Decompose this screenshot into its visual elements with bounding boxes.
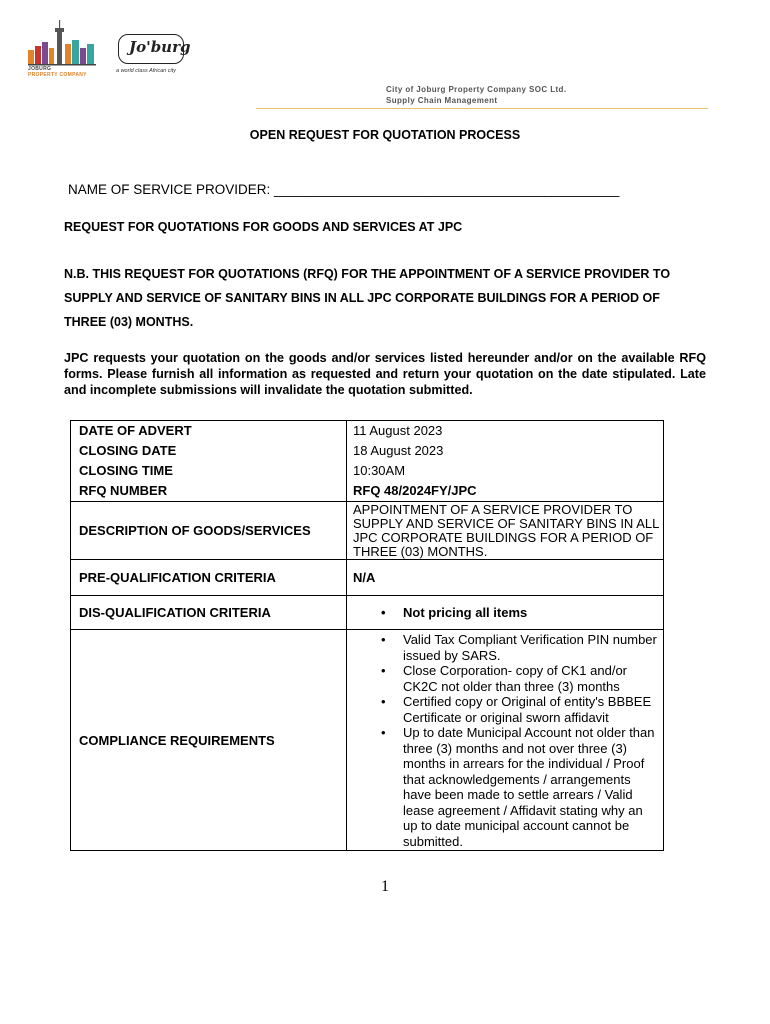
document-title: OPEN REQUEST FOR QUOTATION PROCESS <box>249 128 521 142</box>
company-department: Supply Chain Management <box>386 96 498 105</box>
table-row <box>71 502 664 560</box>
rfq-heading: REQUEST FOR QUOTATIONS FOR GOODS AND SERVICES AT JPC <box>64 220 463 234</box>
closing-date-value: 18 August 2023 <box>347 441 664 461</box>
jpc-logo <box>28 20 102 80</box>
rfq-number-label: RFQ NUMBER <box>71 481 347 502</box>
compliance-label: COMPLIANCE REQUIREMENTS <box>71 630 347 851</box>
compliance-list <box>353 632 663 849</box>
joburg-logo-frame <box>118 34 191 64</box>
jpc-logo-line2: PROPERTY COMPANY <box>28 71 87 78</box>
company-name: City of Joburg Property Company SOC Ltd. <box>386 85 567 94</box>
table-row <box>71 461 664 481</box>
description-value: APPOINTMENT OF A SERVICE PROVIDER TO SUPPLY AND SERVICE OF SANITARY BINS IN ALL JPC CORPORATE BUILDINGS FOR A PERIOD OF THREE (03) MONTHS. <box>347 502 664 560</box>
date-of-advert-label: DATE OF ADVERT <box>71 421 347 442</box>
list-item: • Valid Tax Compliant Verification PIN number issued by SARS. <box>353 632 657 663</box>
page-number: 1 <box>381 878 389 895</box>
list-item: • Close Corporation- copy of CK1 and/or CK2C not older than three (3) months <box>353 663 657 694</box>
list-item: • Certified copy or Original of entity's BBBEE Certificate or original sworn affidavit <box>353 694 657 725</box>
prequalification-label: PRE-QUALIFICATION CRITERIA <box>71 560 347 596</box>
description-label: DESCRIPTION OF GOODS/SERVICES <box>71 502 347 560</box>
table-row <box>71 560 664 596</box>
intro-paragraph: JPC requests your quotation on the goods and/or services listed hereunder and/or on the available RFQ forms. Please furnish all information as requested and return your quotation on the date stipulated. Late and incomplete submissions will invalidate the quotation submitted. <box>64 351 706 397</box>
joburg-logo <box>116 34 196 78</box>
list-item: • Not pricing all items <box>353 605 657 621</box>
table-row <box>71 596 664 630</box>
header-divider <box>256 108 708 109</box>
date-of-advert-value: 11 August 2023 <box>347 421 664 442</box>
jpc-logo-line1: JOBURG <box>28 66 52 72</box>
closing-time-value: 10:30AM <box>347 461 664 481</box>
closing-date-label: CLOSING DATE <box>71 441 347 461</box>
prequalification-value: N/A <box>347 560 664 596</box>
jpc-logo-text <box>28 67 87 78</box>
joburg-logo-word: Jo'burg <box>129 38 191 56</box>
company-block <box>386 84 566 106</box>
table-row <box>71 630 664 851</box>
table-row <box>71 421 664 442</box>
rfq-number-value: RFQ 48/2024FY/JPC <box>347 481 664 502</box>
disqualification-label: DIS-QUALIFICATION CRITERIA <box>71 596 347 630</box>
table-row <box>71 481 664 502</box>
table-row <box>71 441 664 461</box>
list-item: • Up to date Municipal Account not older than three (3) months and not over three (3) months in arrears for the individual / Proof that acknowledgements / arrangements have been made to settle arrears / Valid lease agreement / Affidavit stating why an up to date municipal account cannot be submitted. <box>353 725 657 849</box>
jpc-skyline-icon <box>28 20 102 66</box>
service-provider-field: NAME OF SERVICE PROVIDER: ______________________________________________ <box>68 182 620 197</box>
disqualification-list <box>353 605 663 621</box>
joburg-tagline: a world class African city <box>116 68 177 74</box>
disqualification-value <box>347 596 664 630</box>
nb-notice: N.B. THIS REQUEST FOR QUOTATIONS (RFQ) FOR THE APPOINTMENT OF A SERVICE PROVIDER TO SUPPLY AND SERVICE OF SANITARY BINS IN ALL JPC CORPORATE BUILDINGS FOR A PERIOD OF THREE (03) MONTHS. <box>64 267 671 329</box>
closing-time-label: CLOSING TIME <box>71 461 347 481</box>
compliance-value <box>347 630 664 851</box>
rfq-details-table <box>70 420 664 851</box>
